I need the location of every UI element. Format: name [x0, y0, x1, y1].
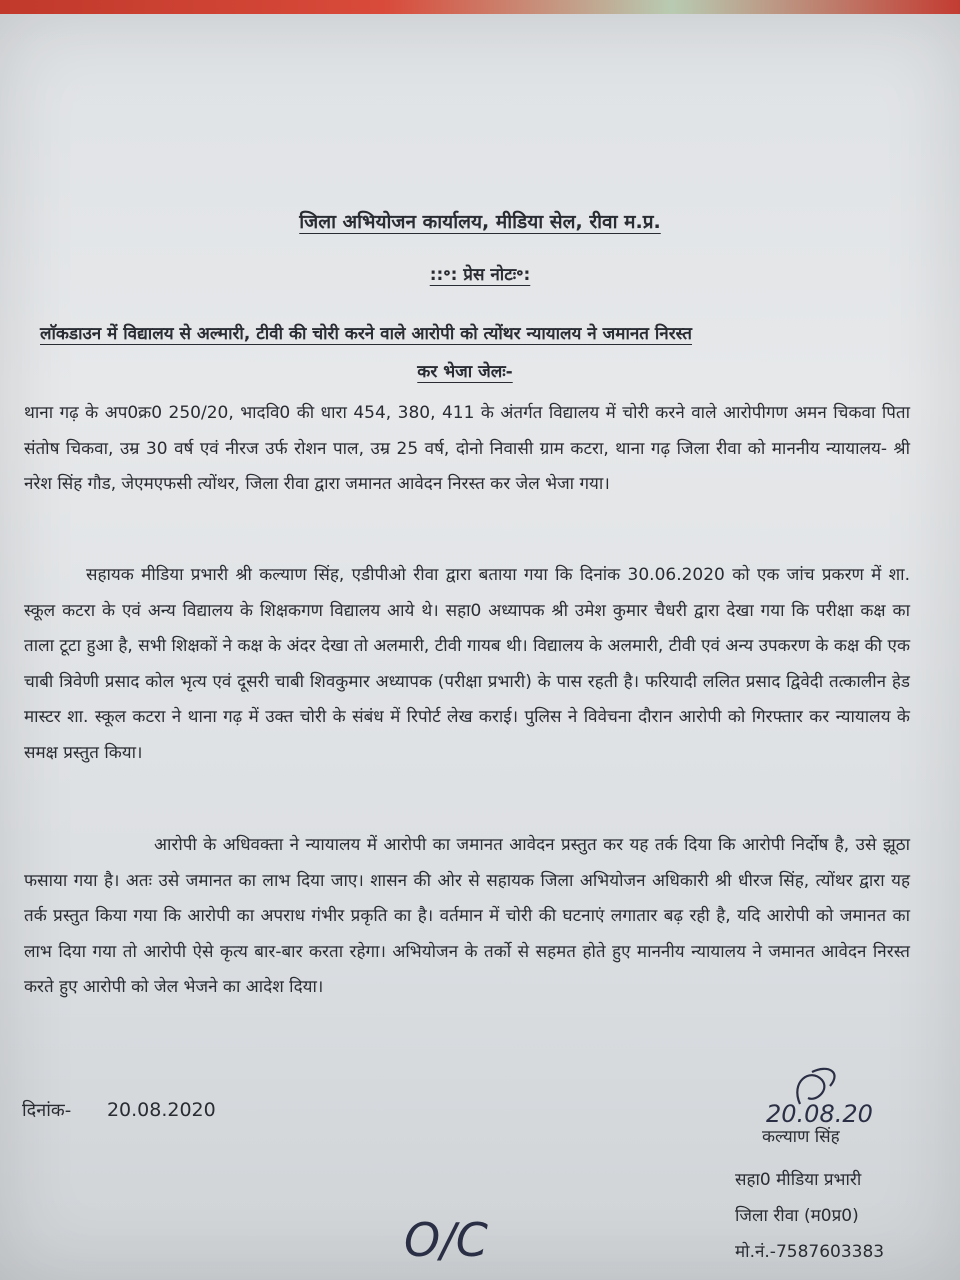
handwritten-signature [760, 1062, 910, 1132]
handwritten-oc-mark [400, 1200, 510, 1270]
press-note-label: ::॰: प्रेस नोटः॰: [429, 265, 531, 285]
designation: सहा0 मीडिया प्रभारी [735, 1170, 862, 1190]
date-label: दिनांक- [22, 1100, 72, 1121]
paragraph-2-text: सहायक मीडिया प्रभारी श्री कल्याण सिंह, एडीपीओ रीवा द्वारा बताया गया कि दिनांक 30.06.2020 को एक जांच प्रकरण में शा. स्कूल कटरा के एवं अन्य विद्यालय के शिक्षकगण विद्यालय आये थे। सहा0 अध्यापक श्री उमेश कुमार चैधरी द्वारा देखा गया कि परीक्षा कक्ष का ताला टूटा हुआ है, सभी शिक्षकों ने कक्ष के अंदर देखा तो अलमारी, टीवी गायब थी। विद्यालय के अलमारी, टीवी एवं अन्य उपकरण के कक्ष की एक चाबी त्रिवेणी प्रसाद कोल भृत्य एवं दूसरी चाबी शिवकुमार अध्यापक (परीक्षा प्रभारी) के पास रहती है। फरियादी ललित प्रसाद द्विवेदी तत्कालीन हेड मास्टर शा. स्कूल कटरा ने थाना गढ़ में उक्त चोरी के संबंध में रिपोर्ट लेख कराई। पुलिस ने विवेचना दौरान आरोपी को गिरफ्तार कर न्यायालय के समक्ष प्रस्तुत किया। [24, 565, 910, 763]
mobile-number: मो.नं.-7587603383 [735, 1242, 885, 1262]
date-line [22, 1098, 216, 1122]
headline-line-2: कर भेजा जेलः- [417, 362, 513, 382]
headline-line-1: लाॅकडाउन में विद्यालय से अल्मारी, टीवी की चोरी करने वाले आरोपी को त्योंथर न्यायालय ने जमानत निरस्त [40, 324, 692, 344]
paragraph-3-text: आरोपी के अधिवक्ता ने न्यायालय में आरोपी का जमानत आवेदन प्रस्तुत कर यह तर्क दिया कि आरोपी निर्दोष है, उसे झूठा फसाया गया है। अतः उसे जमानत का लाभ दिया जाए। शासन की ओर से सहायक जिला अभियोजन अधिकारी श्री धीरज सिंह, त्योंथर द्वारा यह तर्क प्रस्तुत किया गया कि आरोपी का अपराध गंभीर प्रकृति का है। वर्तमान में चोरी की घटनाएं लगातार बढ़ रही है, यदि आरोपी को जमानत का लाभ दिया गया तो आरोपी ऐसे कृत्य बार-बार करता रहेगा। अभियोजन के तर्को से सहमत होते हुए माननीय न्यायालय ने जमानत आवेदन निरस्त करते हुए आरोपी को जेल भेजने का आदेश दिया। [24, 835, 910, 997]
paragraph-1: थाना गढ़ के अप0क्र0 250/20, भादवि0 की धारा 454, 380, 411 के अंतर्गत विद्यालय में चोरी करने वाले आरोपीगण अमन चिकवा पिता संतोष चिकवा, उम्र 30 वर्ष एवं नीरज उर्फ रोशन पाल, उम्र 25 वर्ष, दोनो निवासी ग्राम कटरा, थाना गढ़ जिला रीवा को माननीय न्यायालय- श्री नरेश सिंह गौड, जेएमएफसी त्योंथर, जिला रीवा द्वारा जमानत आवेदन निरस्त कर जेल भेजा गया। [24, 403, 910, 494]
signatory-block [735, 1162, 884, 1270]
signatory-name: कल्याण सिंह [762, 1127, 840, 1147]
office-title: जिला अभियोजन कार्यालय, मीडिया सेल, रीवा म.प्र. [299, 211, 661, 233]
signature-date: 20.08.20 [766, 1100, 873, 1128]
oc-text: O/C [404, 1213, 488, 1267]
paragraph-2 [24, 558, 910, 771]
paragraph-3 [24, 828, 910, 1006]
district: जिला रीवा (म0प्र0) [735, 1206, 859, 1226]
headline [40, 315, 890, 391]
date-value: 20.08.2020 [106, 1099, 216, 1121]
